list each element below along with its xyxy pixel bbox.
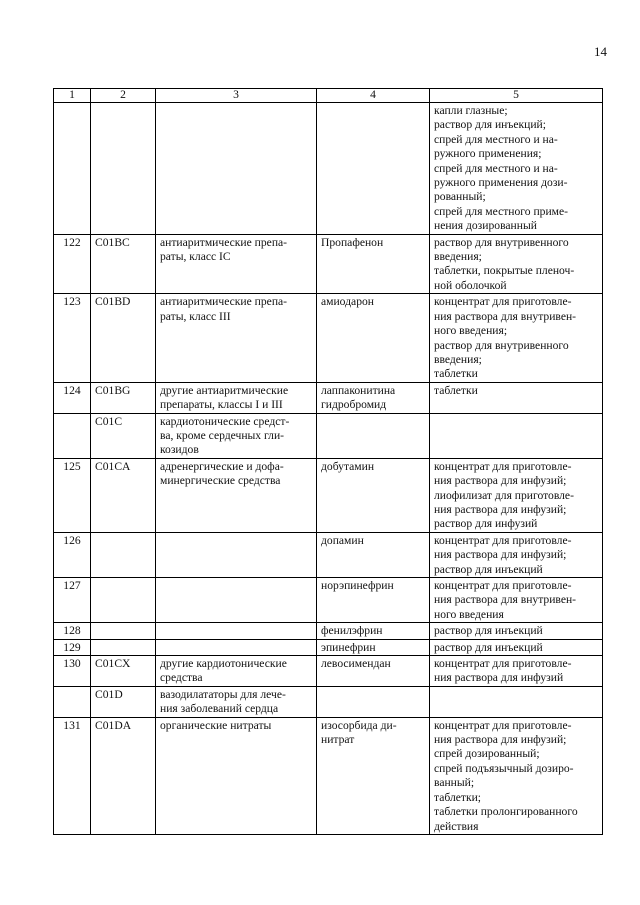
group-cell: антиаритмические препа- раты, класс III xyxy=(156,294,317,382)
row-number-cell: 126 xyxy=(54,532,91,577)
group-cell xyxy=(156,103,317,235)
atc-code-cell xyxy=(91,639,156,655)
drug-name-cell: допамин xyxy=(317,532,430,577)
atc-code-cell: C01CA xyxy=(91,458,156,532)
row-number-cell: 128 xyxy=(54,623,91,639)
dosage-forms-cell: раствор для внутривенного введения; таблетки, покрытые пленоч- ной оболочкой xyxy=(430,234,603,294)
drug-name-cell: эпинефрин xyxy=(317,639,430,655)
table-row xyxy=(54,382,603,413)
dosage-forms-cell: таблетки xyxy=(430,382,603,413)
drug-name-cell xyxy=(317,686,430,717)
group-cell xyxy=(156,532,317,577)
header-cell: 4 xyxy=(317,89,430,103)
row-number-cell: 127 xyxy=(54,578,91,623)
header-cell: 2 xyxy=(91,89,156,103)
header-cell: 3 xyxy=(156,89,317,103)
row-number-cell xyxy=(54,413,91,458)
drug-name-cell: добутамин xyxy=(317,458,430,532)
group-cell: кардиотонические средст- ва, кроме сердечных гли- козидов xyxy=(156,413,317,458)
atc-code-cell: C01C xyxy=(91,413,156,458)
group-cell: вазодилататоры для лече- ния заболеваний сердца xyxy=(156,686,317,717)
atc-code-cell xyxy=(91,103,156,235)
atc-code-cell xyxy=(91,623,156,639)
table-row xyxy=(54,623,603,639)
dosage-forms-cell: концентрат для приготовле- ния раствора для внутривен- ного введения; раствор для внутривенного введения; таблетки xyxy=(430,294,603,382)
row-number-cell: 125 xyxy=(54,458,91,532)
table-row xyxy=(54,686,603,717)
table-row xyxy=(54,656,603,687)
atc-code-cell xyxy=(91,532,156,577)
table-row xyxy=(54,578,603,623)
header-cell: 1 xyxy=(54,89,91,103)
drug-name-cell: левосимендан xyxy=(317,656,430,687)
header-cell: 5 xyxy=(430,89,603,103)
atc-code-cell xyxy=(91,578,156,623)
row-number-cell: 129 xyxy=(54,639,91,655)
header-row xyxy=(54,89,603,103)
group-cell: другие кардиотонические средства xyxy=(156,656,317,687)
dosage-forms-cell xyxy=(430,413,603,458)
atc-code-cell: C01D xyxy=(91,686,156,717)
atc-code-cell: C01DA xyxy=(91,717,156,834)
drug-name-cell: лаппаконитина гидробромид xyxy=(317,382,430,413)
drug-table xyxy=(53,88,603,835)
dosage-forms-cell: концентрат для приготовле- ния раствора для внутривен- ного введения xyxy=(430,578,603,623)
dosage-forms-cell: концентрат для приготовле- ния раствора для инфузий; спрей дозированный; спрей подъязычный дозиро- ванный; таблетки; таблетки пролонгированного действия xyxy=(430,717,603,834)
group-cell xyxy=(156,623,317,639)
row-number-cell: 130 xyxy=(54,656,91,687)
dosage-forms-cell: концентрат для приготовле- ния раствора для инфузий; лиофилизат для приготовле- ния раствора для инфузий; раствор для инфузий xyxy=(430,458,603,532)
group-cell: другие антиаритмические препараты, классы I и III xyxy=(156,382,317,413)
drug-name-cell: норэпинефрин xyxy=(317,578,430,623)
row-number-cell xyxy=(54,686,91,717)
table-row xyxy=(54,234,603,294)
row-number-cell: 122 xyxy=(54,234,91,294)
row-number-cell: 123 xyxy=(54,294,91,382)
dosage-forms-cell xyxy=(430,686,603,717)
table-row xyxy=(54,639,603,655)
atc-code-cell: C01BC xyxy=(91,234,156,294)
table-row xyxy=(54,532,603,577)
atc-code-cell: C01BD xyxy=(91,294,156,382)
drug-name-cell xyxy=(317,413,430,458)
dosage-forms-cell: раствор для инъекций xyxy=(430,639,603,655)
dosage-forms-cell: концентрат для приготовле- ния раствора для инфузий xyxy=(430,656,603,687)
table-row xyxy=(54,458,603,532)
row-number-cell: 131 xyxy=(54,717,91,834)
page-number: 14 xyxy=(594,44,607,59)
group-cell: адренергические и дофа- минергические средства xyxy=(156,458,317,532)
drug-name-cell xyxy=(317,103,430,235)
drug-name-cell: изосорбида ди- нитрат xyxy=(317,717,430,834)
table-row xyxy=(54,717,603,834)
group-cell: антиаритмические препа- раты, класс IC xyxy=(156,234,317,294)
group-cell xyxy=(156,639,317,655)
group-cell: органические нитраты xyxy=(156,717,317,834)
row-number-cell xyxy=(54,103,91,235)
atc-code-cell: C01BG xyxy=(91,382,156,413)
drug-name-cell: фенилэфрин xyxy=(317,623,430,639)
dosage-forms-cell: раствор для инъекций xyxy=(430,623,603,639)
table-row xyxy=(54,294,603,382)
table-row xyxy=(54,103,603,235)
table-row xyxy=(54,413,603,458)
row-number-cell: 124 xyxy=(54,382,91,413)
dosage-forms-cell: концентрат для приготовле- ния раствора для инфузий; раствор для инъекций xyxy=(430,532,603,577)
atc-code-cell: C01CX xyxy=(91,656,156,687)
drug-name-cell: амиодарон xyxy=(317,294,430,382)
dosage-forms-cell: капли глазные; раствор для инъекций; спрей для местного и на- ружного применения; спрей для местного и на- ружного применения дози- рованный; спрей для местного приме- нения дозированный xyxy=(430,103,603,235)
group-cell xyxy=(156,578,317,623)
drug-name-cell: Пропафенон xyxy=(317,234,430,294)
